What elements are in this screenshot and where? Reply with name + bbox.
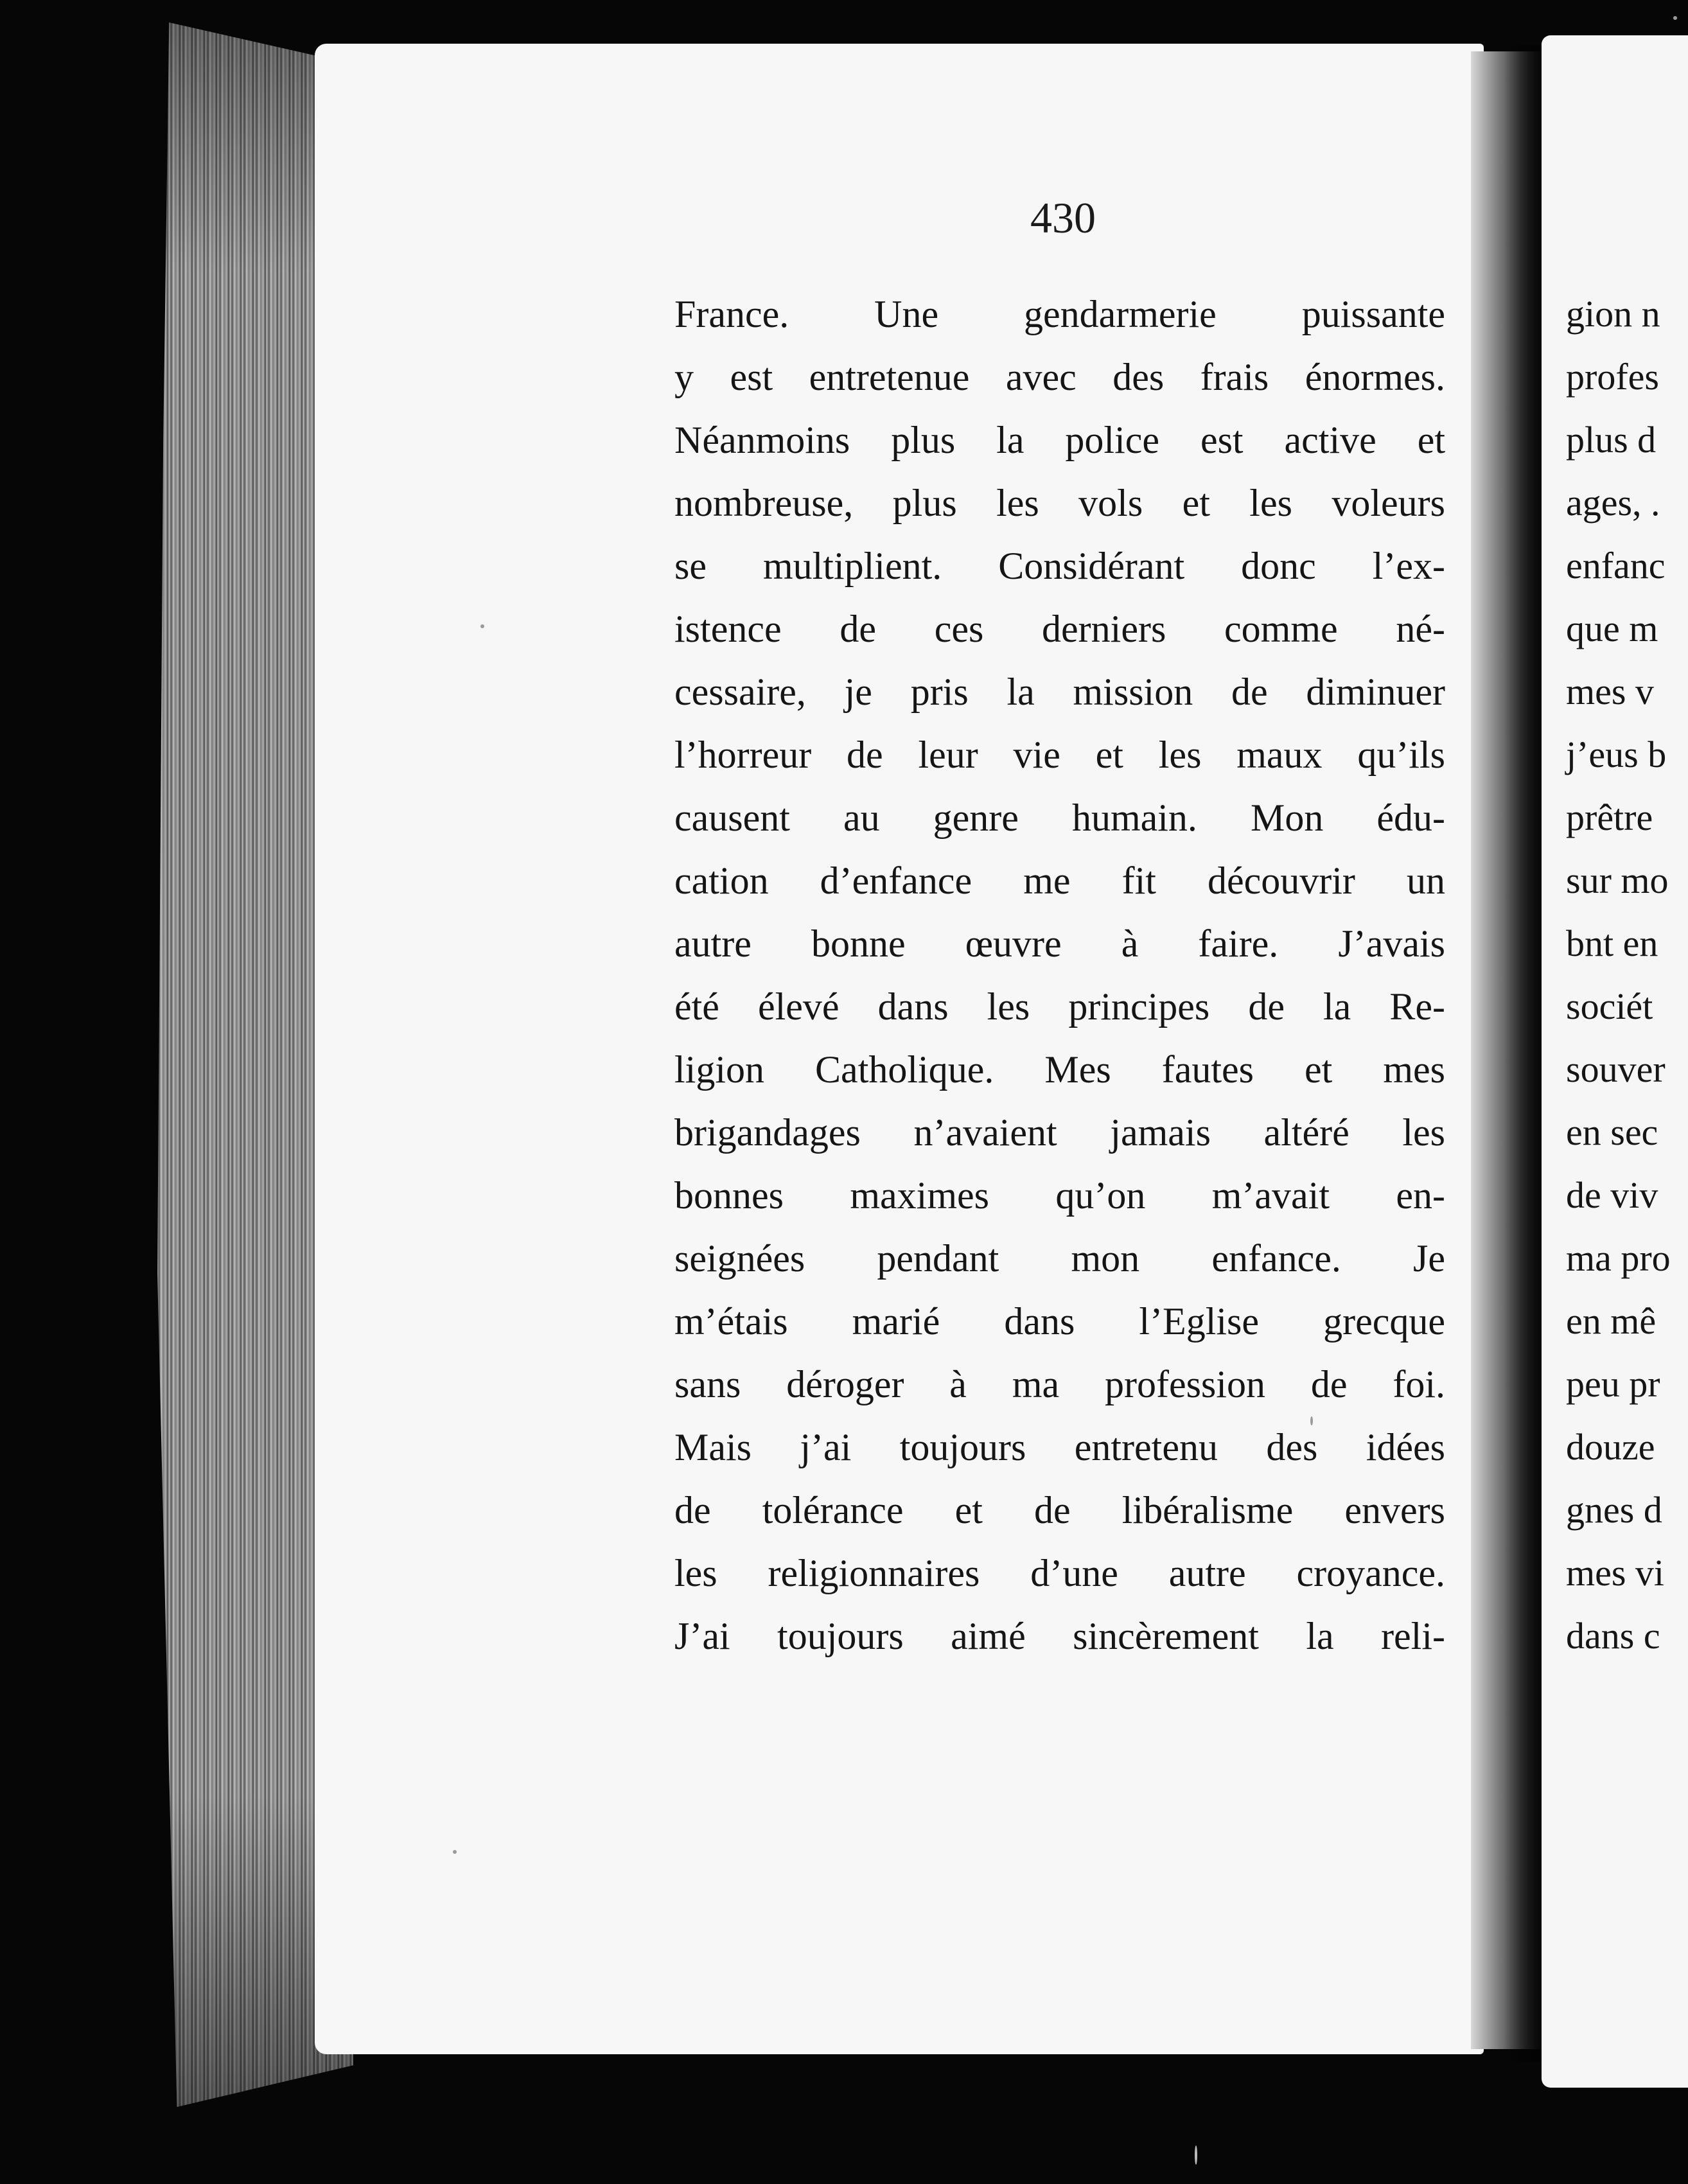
text-line: seignées pendant mon enfance. Je — [674, 1237, 1445, 1280]
text-line: bnt en — [1566, 922, 1658, 964]
left-page-text — [674, 283, 1445, 1668]
text-line: en mê — [1566, 1300, 1657, 1342]
text-line: plus d — [1566, 419, 1657, 461]
text-line: l’horreur de leur vie et les maux qu’ils — [674, 734, 1445, 776]
speck — [1310, 1416, 1313, 1425]
text-line: ligion Catholique. Mes fautes et mes — [674, 1048, 1445, 1091]
text-line: Mais j’ai toujours entretenu des idées — [674, 1426, 1445, 1468]
text-line: ma pro — [1566, 1237, 1671, 1279]
text-line: gion n — [1566, 293, 1660, 335]
text-line: en sec — [1566, 1111, 1658, 1153]
text-line: se multiplient. Considérant donc l’ex- — [674, 545, 1445, 587]
text-line: dans c — [1566, 1615, 1660, 1657]
text-line: sociét — [1566, 985, 1653, 1027]
text-line: j’eus b — [1566, 734, 1667, 775]
text-line: que m — [1566, 608, 1658, 649]
text-line: sans déroger à ma profession de foi. — [674, 1363, 1445, 1405]
text-line: été élevé dans les principes de la Re- — [674, 985, 1445, 1028]
text-line: peu pr — [1566, 1363, 1660, 1405]
text-line: J’ai toujours aimé sincèrement la reli- — [674, 1615, 1445, 1657]
text-line: nombreuse, plus les vols et les voleurs — [674, 482, 1445, 524]
text-line: douze — [1566, 1426, 1655, 1468]
text-line: France. Une gendarmerie puissante — [674, 293, 1445, 335]
text-line: les religionnaires d’une autre croyance. — [674, 1552, 1445, 1594]
text-line: sur mo — [1566, 859, 1669, 901]
text-line: enfanc — [1566, 545, 1666, 586]
text-line: y est entretenue avec des frais énormes. — [674, 356, 1445, 398]
right-page — [1542, 35, 1688, 2088]
speck — [1195, 2145, 1197, 2165]
speck — [480, 624, 484, 628]
text-line: cation d’enfance me fit découvrir un — [674, 859, 1445, 902]
speck — [1673, 16, 1677, 20]
text-line: brigandages n’avaient jamais altéré les — [674, 1111, 1445, 1154]
text-line: cessaire, je pris la mission de diminuer — [674, 671, 1445, 713]
text-line: profes — [1566, 356, 1659, 398]
text-line: m’étais marié dans l’Eglise grecque — [674, 1300, 1445, 1343]
text-line: bonnes maximes qu’on m’avait en- — [674, 1174, 1445, 1217]
text-line: Néanmoins plus la police est active et — [674, 419, 1445, 461]
text-line: gnes d — [1566, 1489, 1662, 1531]
text-line: de tolérance et de libéralisme envers — [674, 1489, 1445, 1531]
page-number: 430 — [1030, 193, 1096, 242]
text-line: de viv — [1566, 1174, 1658, 1216]
text-line: autre bonne œuvre à faire. J’avais — [674, 922, 1445, 965]
text-line: mes vi — [1566, 1552, 1665, 1594]
text-line: prêtre — [1566, 797, 1653, 838]
text-line: ages, . — [1566, 482, 1660, 524]
speck — [453, 1850, 457, 1854]
text-line: mes v — [1566, 671, 1654, 712]
text-line: causent au genre humain. Mon édu- — [674, 797, 1445, 839]
right-page-text — [1566, 283, 1688, 1668]
text-line: istence de ces derniers comme né- — [674, 608, 1445, 650]
gutter-shadow — [1503, 45, 1542, 2062]
text-line: souver — [1566, 1048, 1666, 1090]
